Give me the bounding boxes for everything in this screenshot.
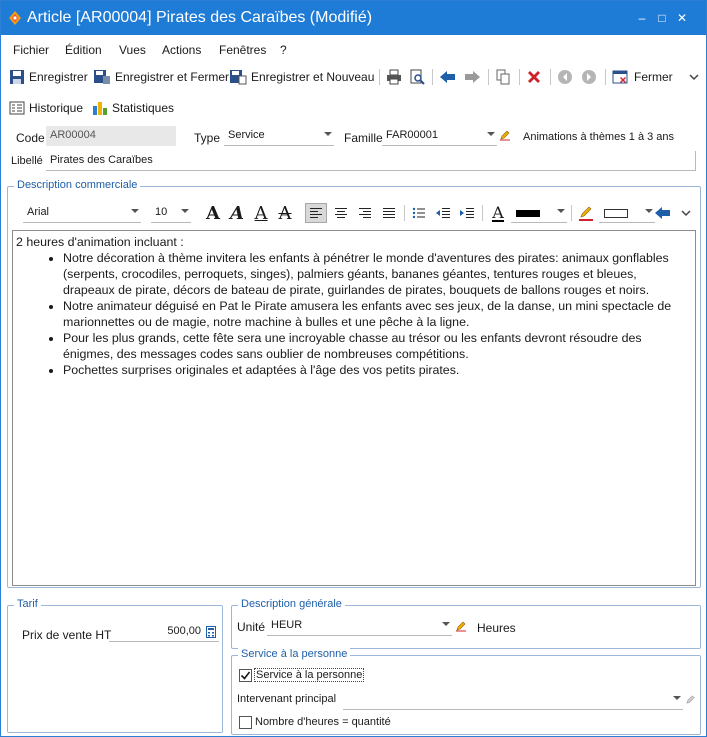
save-new-icon — [229, 69, 247, 85]
service-checkbox[interactable] — [239, 669, 252, 682]
delete-button[interactable] — [526, 68, 542, 86]
description-legend: Description commerciale — [14, 179, 140, 191]
highlight-color-select[interactable] — [599, 203, 655, 223]
price-label: Prix de vente HT — [22, 628, 112, 642]
famille-description: Animations à thèmes 1 à 3 ans — [523, 131, 675, 143]
menu-edition[interactable]: Édition — [65, 43, 102, 57]
unite-select[interactable] — [267, 616, 452, 636]
text-color-swatch — [516, 210, 540, 217]
previous-record-button[interactable] — [439, 68, 457, 86]
edit-pencil-icon[interactable] — [455, 620, 467, 632]
price-value: 500,00 — [167, 625, 201, 637]
print-preview-icon — [409, 69, 425, 85]
save-new-button[interactable] — [229, 68, 374, 86]
italic-button[interactable]: A — [230, 202, 244, 224]
toolbar-separator — [605, 69, 606, 85]
close-form-button[interactable] — [612, 68, 673, 86]
desc-generale-legend: Description générale — [238, 598, 345, 610]
toolbar-separator — [379, 69, 380, 85]
menu-actions[interactable]: Actions — [162, 43, 202, 57]
intervenant-select[interactable] — [343, 690, 683, 710]
toolbar-separator — [432, 69, 433, 85]
maximize-button[interactable]: □ — [658, 11, 666, 25]
dropdown-arrow-icon[interactable] — [442, 622, 450, 626]
dropdown-arrow-icon[interactable] — [181, 209, 189, 213]
history-button[interactable] — [9, 99, 83, 117]
strikethrough-button[interactable]: A — [278, 202, 292, 224]
highlighter-pen-icon — [578, 205, 594, 221]
description-intro: 2 heures d'animation incluant : — [16, 235, 184, 249]
save-close-label: Enregistrer et Fermer — [115, 70, 230, 84]
famille-value: FAR00001 — [386, 129, 438, 141]
dropdown-arrow-icon[interactable] — [673, 696, 681, 700]
app-logo-icon — [7, 10, 23, 26]
title-bar[interactable] — [1, 1, 706, 35]
minimize-button[interactable]: – — [638, 11, 646, 25]
font-size-select[interactable] — [151, 203, 191, 223]
main-toolbar — [1, 63, 706, 91]
align-left-icon — [309, 207, 323, 219]
close-doc-icon — [612, 69, 630, 85]
unite-description: Heures — [477, 621, 516, 635]
menu-fichier[interactable]: Fichier — [13, 43, 50, 57]
edit-pencil-icon[interactable] — [499, 129, 511, 141]
menu-help[interactable]: ? — [280, 43, 287, 57]
print-button[interactable] — [386, 68, 402, 86]
save-close-icon — [93, 69, 111, 85]
align-right-icon — [358, 207, 372, 219]
arrow-forward-icon — [463, 69, 481, 85]
highlight-color-swatch — [604, 209, 628, 218]
justify-icon — [382, 207, 396, 219]
bar-chart-icon — [92, 100, 108, 116]
save-icon — [9, 69, 25, 85]
history-icon — [9, 100, 25, 116]
print-preview-button[interactable] — [409, 68, 425, 86]
service-legend: Service à la personne — [238, 648, 350, 660]
rte-overflow-button[interactable] — [679, 203, 693, 223]
indent-icon — [459, 207, 475, 219]
toolbar-separator — [519, 69, 520, 85]
libelle-field[interactable]: Pirates des Caraïbes — [46, 151, 696, 171]
menu-vues[interactable]: Vues — [119, 43, 146, 57]
nb-heures-checkbox[interactable] — [239, 716, 252, 729]
libelle-label: Libellé — [11, 155, 43, 167]
type-select[interactable] — [224, 126, 334, 146]
align-center-icon — [334, 207, 348, 219]
chevron-down-icon — [689, 73, 699, 81]
checkmark-icon — [240, 670, 251, 681]
secondary-toolbar — [1, 95, 706, 121]
toolbar-separator — [550, 69, 551, 85]
indent-button[interactable] — [457, 203, 477, 223]
toolbar-overflow-button[interactable] — [689, 68, 699, 86]
last-record-button[interactable] — [581, 68, 597, 86]
font-name-value: Arial — [27, 206, 50, 218]
text-color-select[interactable] — [511, 203, 567, 223]
outdent-icon — [435, 207, 451, 219]
arrow-back-icon — [439, 69, 457, 85]
type-value: Service — [228, 129, 265, 141]
rich-text-toolbar — [13, 199, 696, 227]
unite-value: HEUR — [271, 619, 303, 631]
tarif-legend: Tarif — [14, 598, 41, 610]
undo-button[interactable] — [653, 203, 673, 223]
code-label: Code — [16, 131, 45, 145]
printer-icon — [386, 69, 402, 85]
window-title: Article [AR00004] Pirates des Caraïbes (Modifié) — [27, 9, 373, 26]
history-label: Historique — [29, 101, 84, 115]
dropdown-arrow-icon[interactable] — [324, 132, 332, 136]
dropdown-arrow-icon[interactable] — [645, 209, 653, 213]
toolbar-separator — [488, 69, 489, 85]
save-new-label: Enregistrer et Nouveau — [251, 70, 375, 84]
code-field[interactable]: AR00004 — [46, 126, 176, 146]
list-item: • Pochettes surprises originales et adaptées à l'âge des vos petits pirates. — [63, 362, 692, 378]
toolbar-separator — [571, 205, 572, 221]
first-record-button[interactable] — [557, 68, 573, 86]
close-window-button[interactable]: ✕ — [676, 11, 688, 25]
nb-heures-label[interactable]: Nombre d'heures = quantité — [255, 716, 391, 728]
align-left-button[interactable] — [305, 203, 327, 223]
circle-forward-icon — [581, 69, 597, 85]
calculator-icon[interactable] — [206, 626, 216, 638]
font-size-value: 10 — [155, 206, 168, 218]
save-button[interactable] — [9, 68, 88, 86]
next-record-button[interactable] — [463, 68, 481, 86]
copy-button[interactable] — [495, 68, 511, 86]
edit-pencil-disabled-icon[interactable] — [685, 694, 696, 705]
justify-button[interactable] — [379, 203, 399, 223]
intervenant-label: Intervenant principal — [237, 693, 337, 705]
stats-label: Statistiques — [112, 101, 175, 115]
chevron-down-icon — [681, 209, 691, 217]
list-item: • Notre décoration à thème invitera les enfants à pénétrer le monde d'aventures des pirates: animaux gonflables (serpents, crocodiles, perroquets, singes), palmiers géants, bananes géantes, tentures rouges et bleues, drapeaux de pirate, décors de bateau de pirate, guirlandes de pirates, bouquets de ballons rouges et noirs. — [63, 250, 692, 298]
stats-button[interactable] — [92, 99, 174, 117]
align-center-button[interactable] — [331, 203, 351, 223]
toolbar-separator — [482, 205, 483, 221]
highlight-color-icon[interactable] — [575, 203, 597, 223]
type-label: Type — [194, 131, 221, 145]
text-color-icon[interactable]: A — [492, 202, 504, 222]
font-name-select[interactable] — [23, 203, 141, 223]
dropdown-arrow-icon[interactable] — [131, 209, 139, 213]
description-editor[interactable] — [12, 230, 696, 586]
save-label: Enregistrer — [29, 70, 88, 84]
delete-x-icon — [526, 69, 542, 85]
copy-icon — [495, 69, 511, 85]
bullet-list-icon — [412, 207, 426, 219]
bold-button[interactable]: A — [206, 202, 220, 224]
outdent-button[interactable] — [433, 203, 453, 223]
bullet-list-button[interactable] — [409, 203, 429, 223]
circle-back-icon — [557, 69, 573, 85]
price-field[interactable] — [109, 622, 219, 642]
dropdown-arrow-icon[interactable] — [557, 209, 565, 213]
unite-label: Unité — [237, 620, 266, 634]
align-right-button[interactable] — [355, 203, 375, 223]
menu-fenetres[interactable]: Fenêtres — [219, 43, 267, 57]
menu-bar — [1, 37, 706, 61]
famille-label: Famille — [344, 131, 383, 145]
dropdown-arrow-icon[interactable] — [487, 132, 495, 136]
service-checkbox-label[interactable]: Service à la personne — [256, 669, 363, 681]
description-bullets — [16, 250, 692, 378]
list-item: • Pour les plus grands, cette fête sera une incroyable chasse au trésor ou les enfants devront résoudre des énigmes, des messages codes sans oublier de nombreuses compétitions. — [63, 330, 692, 362]
toolbar-separator — [404, 205, 405, 221]
underline-button[interactable]: A — [254, 202, 268, 224]
undo-arrow-icon — [654, 206, 672, 220]
famille-select[interactable] — [382, 126, 497, 146]
close-form-label: Fermer — [634, 70, 673, 84]
save-close-button[interactable] — [93, 68, 229, 86]
list-item: • Notre animateur déguisé en Pat le Pirate amusera les enfants avec ses jeux, de la danse, un mini spectacle de marionnettes ou de magie, notre machine à bulles et une pêche à la ligne. — [63, 298, 692, 330]
